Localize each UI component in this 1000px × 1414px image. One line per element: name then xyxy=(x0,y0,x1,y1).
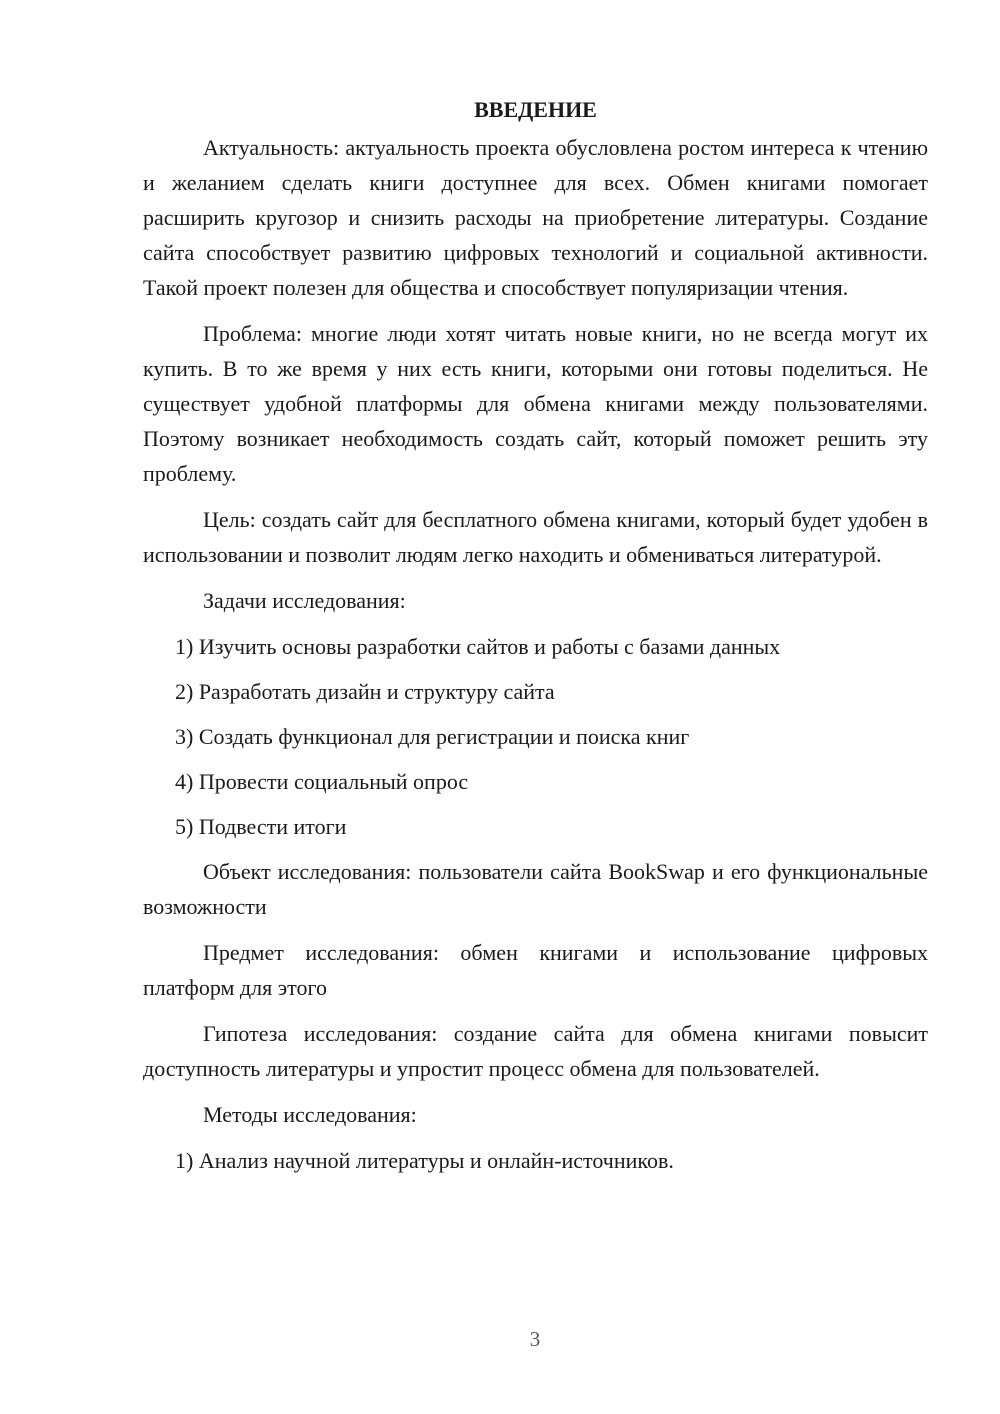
paragraph-relevance: Актуальность: актуальность проекта обусловлена ростом интереса к чтению и желанием сделать книги доступнее для всех. Обмен книгами помогает расширить кругозор и снизить расходы на приобретение литературы. Создание сайта способствует развитию цифровых технологий и социальной активности. Такой проект полезен для общества и способствует популяризации чтения. xyxy=(143,135,928,300)
document-page xyxy=(143,92,928,1188)
list-item: 1) Изучить основы разработки сайтов и работы с базами данных xyxy=(175,634,781,659)
page-number: 3 xyxy=(529,1327,541,1351)
paragraph-hypothesis: Гипотеза исследования: создание сайта для обмена книгами повысит доступность литературы и упростит процесс обмена для пользователей. xyxy=(143,1021,928,1081)
paragraph-object: Объект исследования: пользователи сайта BookSwap и его функциональные возможности xyxy=(143,859,928,919)
tasks-heading: Задачи исследования: xyxy=(203,588,406,613)
paragraph-problem: Проблема: многие люди хотят читать новые книги, но не всегда могут их купить. В то же время у них есть книги, которыми они готовы поделиться. Не существует удобной платформы для обмена книгами между пользователями. Поэтому возникает необходимость создать сайт, который поможет решить эту проблему. xyxy=(143,321,928,486)
list-item: 5) Подвести итоги xyxy=(175,814,347,839)
methods-heading: Методы исследования: xyxy=(203,1102,417,1127)
list-item: 4) Провести социальный опрос xyxy=(175,769,469,794)
section-title: ВВЕДЕНИЕ xyxy=(474,97,597,122)
tasks-list xyxy=(143,629,928,844)
list-item: 2) Разработать дизайн и структуру сайта xyxy=(175,679,555,704)
list-item: 1) Анализ научной литературы и онлайн-источников. xyxy=(175,1148,674,1173)
methods-list xyxy=(143,1143,928,1178)
paragraph-goal: Цель: создать сайт для бесплатного обмена книгами, который будет удобен в использовании и позволит людям легко находить и обмениваться литературой. xyxy=(143,507,928,567)
list-item: 3) Создать функционал для регистрации и поиска книг xyxy=(175,724,690,749)
paragraph-subject: Предмет исследования: обмен книгами и использование цифровых платформ для этого xyxy=(143,940,928,1000)
